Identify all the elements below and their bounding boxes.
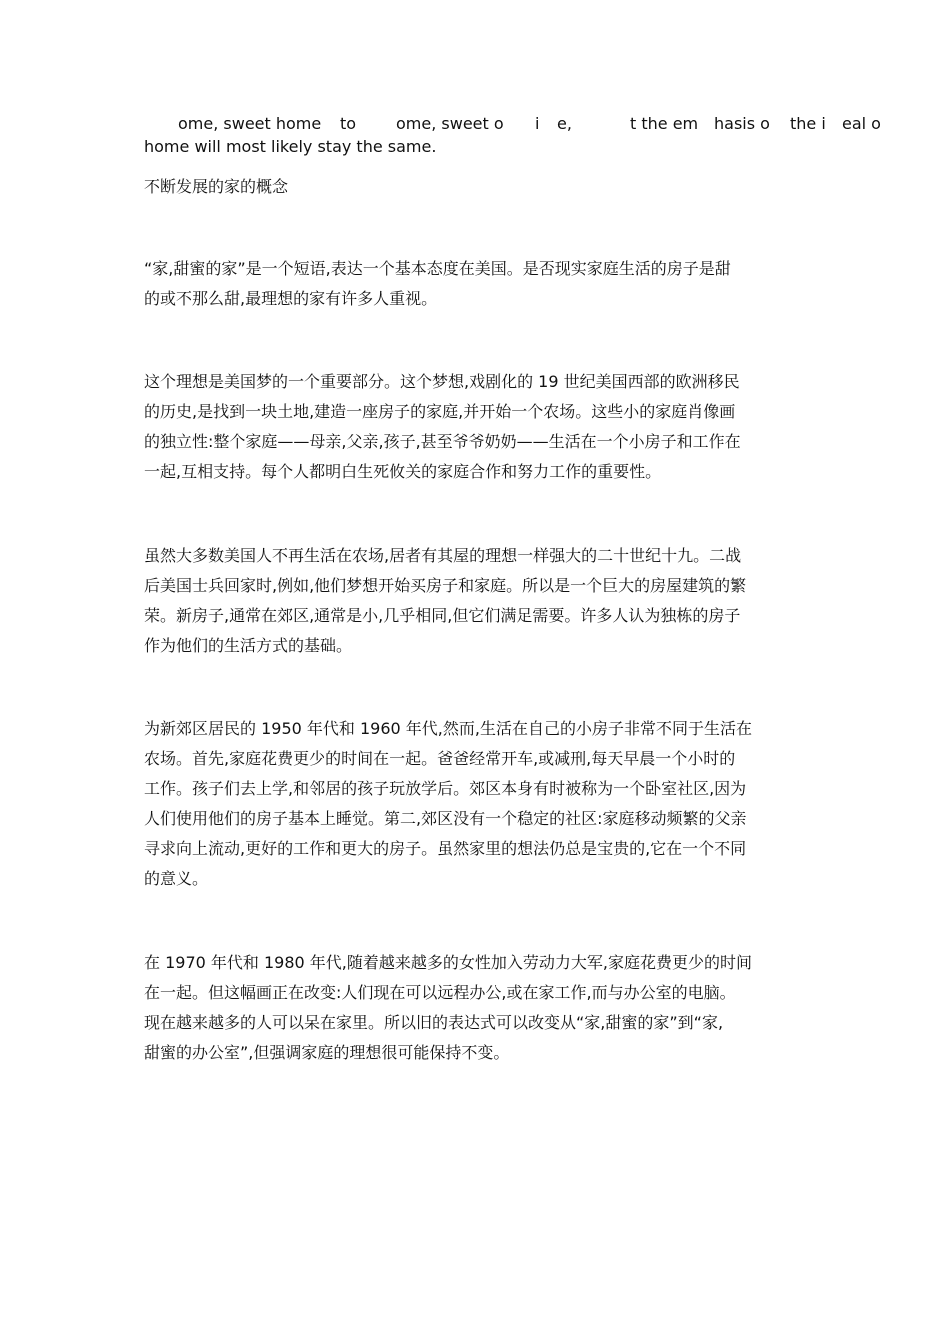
paragraph-4	[144, 714, 816, 894]
paragraph-line: 在 1970 年代和 1980 年代,随着越来越多的女性加入劳动力大军,家庭花费更少的时间	[144, 953, 752, 972]
paragraph-line: 现在越来越多的人可以呆在家里。所以旧的表达式可以改变从“家,甜蜜的家”到“家,	[144, 1013, 724, 1032]
paragraph-line: 的或不那么甜,最理想的家有许多人重视。	[144, 289, 438, 308]
document-title: 不断发展的家的概念	[144, 177, 289, 196]
paragraph-line: 虽然大多数美国人不再生活在农场,居者有其屋的理想一样强大的二十世纪十九。二战	[144, 546, 742, 565]
paragraph-line: 寻求向上流动,更好的工作和更大的房子。虽然家里的想法仍总是宝贵的,它在一个不同	[144, 839, 747, 858]
paragraph-line: 的意义。	[144, 869, 209, 888]
paragraph-line: 甜蜜的办公室”,但强调家庭的理想很可能保持不变。	[144, 1043, 510, 1062]
header-fragment: ome, sweet o	[396, 114, 504, 133]
paragraph-line: 在一起。但这幅画正在改变:人们现在可以远程办公,或在家工作,而与办公室的电脑。	[144, 983, 736, 1002]
header-fragment: i	[535, 114, 540, 133]
header-tail-line: home will most likely stay the same.	[144, 137, 437, 156]
header-fragment: t the em	[630, 114, 699, 133]
header-fragment: eal o	[842, 114, 881, 133]
paragraph-3	[144, 541, 816, 661]
paragraph-1	[144, 254, 816, 314]
paragraph-line: 作为他们的生活方式的基础。	[144, 636, 353, 655]
paragraph-line: 的独立性:整个家庭——母亲,父亲,孩子,甚至爷爷奶奶——生活在一个小房子和工作在	[144, 432, 741, 451]
header-fragment: hasis o	[714, 114, 770, 133]
paragraph-line: 一起,互相支持。每个人都明白生死攸关的家庭合作和努力工作的重要性。	[144, 462, 662, 481]
header-fragment: ome, sweet home	[178, 114, 322, 133]
paragraph-line: 这个理想是美国梦的一个重要部分。这个梦想,戏剧化的 19 世纪美国西部的欧洲移民	[144, 372, 740, 391]
header-fragment: e,	[557, 114, 572, 133]
paragraph-line: 的历史,是找到一块土地,建造一座房子的家庭,并开始一个农场。这些小的家庭肖像画	[144, 402, 736, 421]
header-fragment: to	[340, 114, 357, 133]
paragraph-line: 为新郊区居民的 1950 年代和 1960 年代,然而,生活在自己的小房子非常不同于生活在	[144, 719, 752, 738]
paragraph-line: 工作。孩子们去上学,和邻居的孩子玩放学后。郊区本身有时被称为一个卧室社区,因为	[144, 779, 747, 798]
garbled-english-header	[0, 112, 950, 136]
paragraph-line: 人们使用他们的房子基本上睡觉。第二,郊区没有一个稳定的社区:家庭移动频繁的父亲	[144, 809, 747, 828]
paragraph-2	[144, 367, 816, 487]
paragraph-line: 后美国士兵回家时,例如,他们梦想开始买房子和家庭。所以是一个巨大的房屋建筑的繁	[144, 576, 747, 595]
paragraph-line: “家,甜蜜的家”是一个短语,表达一个基本态度在美国。是否现实家庭生活的房子是甜	[144, 259, 731, 278]
paragraph-line: 农场。首先,家庭花费更少的时间在一起。爸爸经常开车,或减刑,每天早晨一个小时的	[144, 749, 736, 768]
header-fragment: the i	[790, 114, 826, 133]
paragraph-5	[144, 948, 816, 1068]
paragraph-line: 荣。新房子,通常在郊区,通常是小,几乎相同,但它们满足需要。许多人认为独栋的房子	[144, 606, 741, 625]
